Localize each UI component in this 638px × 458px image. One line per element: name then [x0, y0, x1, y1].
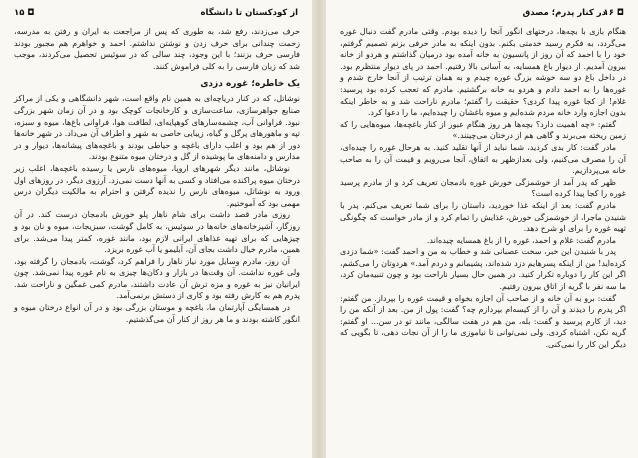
paragraph: آن روز، مادرم وسایل مورد نیاز ناهار را فراهم کرد، گوشت، بادمجان را گرفته بود، ولی غوره نداشت. آن وقت‌ها در بازار و دکان‌ها چیزی به نام غوره پیدا نمی‌شد. چون ایرانیان نیز به غوره و مزه ترش آن عادت داشتند، مادرم کمی غمگین و ناراحت شد. پدرم هم به کارش رفته بود و کاری از دستش برنمی‌آمد.: [14, 256, 300, 301]
left-page-body: [14, 26, 300, 452]
paragraph: روزی مادر قصد داشت برای شام ناهار پلو خورش بادمجان درست کند. در آن روزگار، آشپزخانه‌های خانه‌ها در سوئیس، به کامل گوشت، سبزیجات، میوه و نان بود و چیزهایی که برای تهیه غذاهای ایرانی لازم بود، مانند غوره، کمتر پیدا می‌شد. برای همین، مادرم خیال داشت بجای آن، آبلیمو یا آب غوره بریزد.: [14, 210, 300, 255]
left-page-number: ۱۵ ◘: [14, 8, 35, 18]
paragraph: نوشاتل، مانند دیگر شهرهای اروپا، میوه‌های نارس یا رسیده باغچه‌ها، اغلب زیر درختان میوه پراکنده می‌افتاد و کسی به آنها دست نمی‌زد. آرزوی دیگر، در روزهای اول ورود به نوشاتل، میوه‌های نارس را ندیده گرفتن و احترام به مالکیت دیگران درس مهمی بود که آموختیم.: [14, 163, 300, 208]
paragraph: گفتم: «چه اهمیت دارد؟ بچه‌ها هر روز هنگام عبور از کنار باغچه‌ها، میوه‌هایی را که زمین ریخته می‌برند و گاهی هم از درختان می‌چینند.»: [340, 119, 626, 141]
paragraph: پدر با شنیدن این خبر، سخت عصبانی شد و خطاب به من و احمد گفت: «شما دزدی کرده‌اید! من از اینکه پسرهایم دزد شده‌اند، پشیمانم و دردم آمد.» هردوتان را می‌کشم، اگر این کار را دوباره تکرار کنید. در همین حال بسیار ناراحت بود و چون تنبیه‌مان کرد، ما سه نفر با گریه از اتاق بیرون رفتیم.: [340, 247, 626, 292]
paragraph: نوشاتل، که در کنار دریاچه‌ای به همین نام واقع است، شهر دانشگاهی و یکی از مراکز صنایع جواهرسازی، ساعت‌سازی و کارخانجات کوچک بود و در آن زمان شهر بزرگی نبود. فراوانی آب، چشمه‌سارهای کوهپایه‌ای، لطافت هوا، فراوانی باغ‌ها، میوه و سبزه، تپه و ماهورهای پرگل و گیاه، زیبایی خاصی به شهر و اطراف آن می‌داد. در شهر خانه‌ها دور از هم بود و اغلب دارای باغچه و حیاطی بودند و باغچه‌های پیشانه‌ها، دیوار و در مدارس و دامنه‌های ما پوشیده از گل و درختان میوه متنوع بودند.: [14, 94, 300, 162]
paragraph: در همسایگی آپارتمان ما، باغچه و موستان بزرگی بود و در آن انواع درختان میوه و انگور کاشته بودند و ما هر روز از کنار آن می‌گذشتیم.: [14, 303, 300, 324]
paragraph: مادرم گفت: غلام و احمد، غوره را از باغ همسایه چیده‌اند.: [426, 235, 616, 245]
right-page-number: ۱۶ ◘: [603, 8, 624, 18]
paragraph: مادرم گفت: بعد از اینکه غذا خوردید، داستان را برای شما تعریف می‌کنم. پدر با شنیدن ماجرا، از خوشمزگی خورش، غذایش را تمام کرد و از مادر خواست که چگونگی تهیه غوره را برای او شرح دهد.: [340, 200, 626, 234]
paragraph: هنگام بازی با بچه‌ها، درختهای انگور آنجا را دیده بودم. وقتی مادرم گفت دنبال غوره می‌گردد، به فکرم رسید خدمتی بکنم. بدون اینکه به مادر حرفی بزنم تصمیم گرفتم، خود را با احمد که آن روز از پانسیون به خانه آمده بود درمیان گذاشتم و هردو از خانه بیرون آمدیم. از دیوار باغ همسایه، به آسانی بالا رفتیم. احمد در پای دیوار منتظرم بود. در داخل باغ دو سه خوشه بزرگ غوره چیدم و به همان ترتیب از آنجا خارج شدم و غوره‌ها را به احمد دادم و هردو به خانه برگشتیم. مادرم که تعجب کرده بود پرسید: غلام! از کجا غوره پیدا کردی؟ حقیقت را گفتم؛ مادرم ناراحت شد و به خاطر اینکه بدون اجازه وارد خانه مردم شده‌ایم و میوه باغشان را چیده‌ایم، ما را دعوا کرد.: [340, 27, 626, 118]
right-running-header: در کنار پدرم؛ مصدق: [522, 8, 606, 18]
left-page: [0, 0, 312, 458]
book-gutter: [312, 0, 326, 458]
paragraph: گفت: برو به آن خانه و از صاحب آن اجازه بخواه و قیمت غوره را بپرداز. من گفتم: اگر پدرم را دیدند و آن را از کیسه‌ام بپردازم چه؟ گفت: پول از من. بعد از آنکه من را دید، از کارم پرسید و گفت: بله، من هم در هفت سالگی، مانند تو در سن... او گفتم: گریه نکن، اشتباه کردی. ولی نمی‌توانی تا نیاموزی ما را از آن نجات دهی، تا بگویی که دیگر این کار را نمی‌کنی.: [340, 293, 626, 350]
section-title: یک خاطره؛ غوره دزدی: [200, 79, 300, 90]
paragraph: حرف می‌زدند، رفع شد، به طوری که پس از مراجعت به ایران و رفتن به مدرسه، زحمت چندانی برای حرف زدن و نوشتن نداشتم. احمد و خواهرم هم مجبور بودند فارسی حرف بزنند؛ با این وجود، چند سالی که در سوئیس تحصیل می‌کردند، موجب شد که زبان فارسی را به کلی فراموش کنند.: [14, 27, 300, 71]
right-page-header: [336, 8, 628, 22]
right-page: [326, 0, 638, 458]
paragraph: مادر گفت: کار بدی کردید، شما نباید از آنها تقلید کنید. به هرحال غوره را چیده‌ای، آن را مصرف می‌کنیم، ولی بعدازظهر به اتفاق، آنجا می‌رویم و قیمت آن را به صاحب خانه می‌پردازیم.: [340, 142, 626, 176]
left-page-header: [10, 8, 302, 22]
right-page-body: [340, 26, 626, 452]
left-running-header: از کودکستان تا دانشگاه: [200, 8, 298, 18]
paragraph: ظهر که پدر آمد از خوشمزگی خورش غوره بادمجان تعریف کرد و از مادرم پرسید غوره را کجا پیدا کرده است؟: [340, 177, 626, 199]
